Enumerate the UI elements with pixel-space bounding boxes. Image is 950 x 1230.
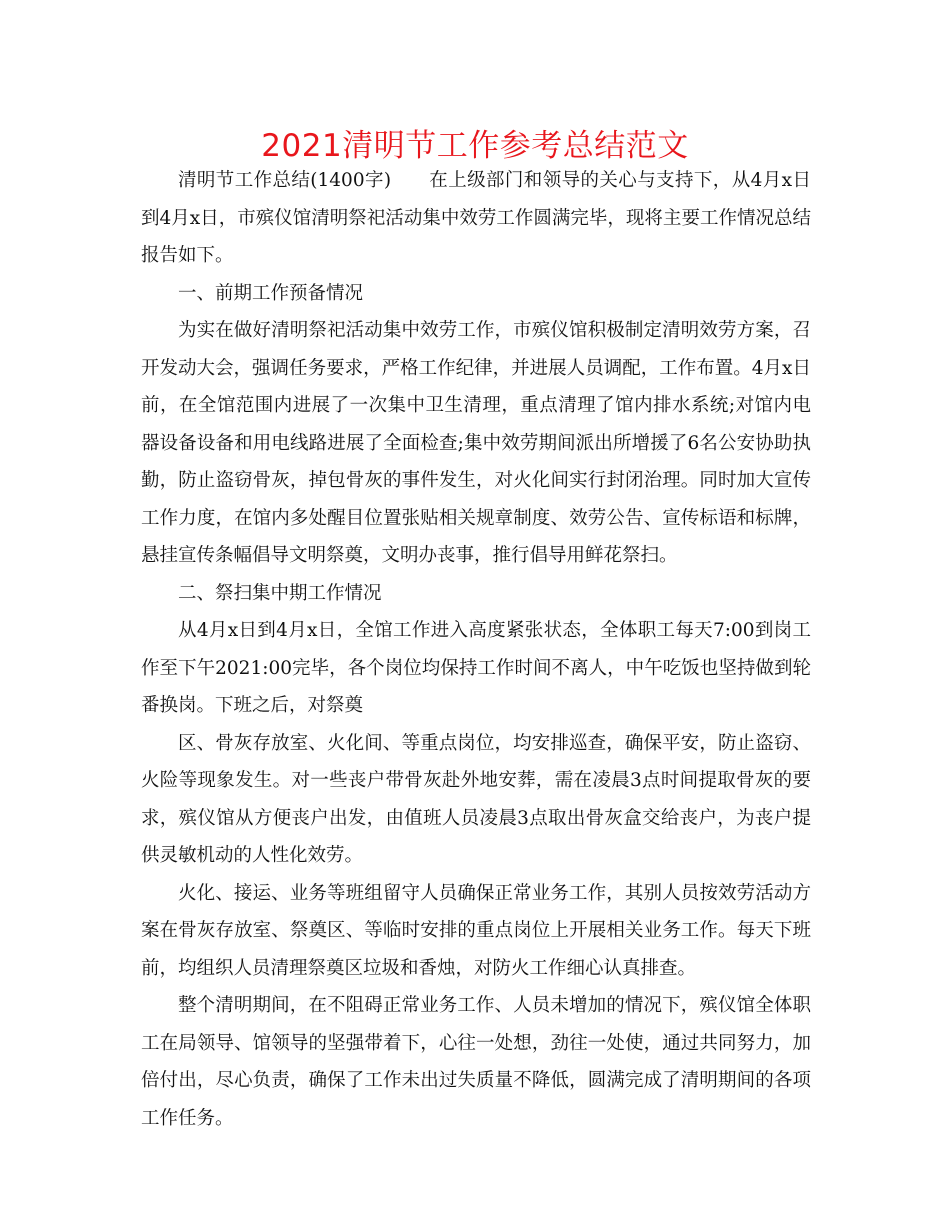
paragraph-peak-period: 从4月x日到4月x日，全馆工作进入高度紧张状态，全体职工每天7:00到岗工作至下午2021:00完毕，各个岗位均保持工作时间不离人，中午吃饭也坚持做到轮番换岗。下班之后，对祭奠 — [141, 620, 811, 716]
paragraph-preparation: 为实在做好清明祭祀活动集中效劳工作，市殡仪馆积极制定清明效劳方案，召开发动大会，强调任务要求，严格工作纪律，并进展人员调配，工作布置。4月x日前，在全馆范围内进展了一次集中卫生清理，重点清理了馆内排水系统;对馆内电器设备设备和用电线路进展了全面检查;集中效劳期间派出所增援了6名公安协助执勤，防止盗窃骨灰，掉包骨灰的事件发生，对火化间实行封闭治理。同时加大宣传工作力度，在馆内多处醒目位置张贴相关规章制度、效劳公告、宣传标语和标牌，悬挂宣传条幅倡导文明祭奠，文明办丧事，推行倡导用鲜花祭扫。 — [141, 320, 811, 566]
section-heading-1: 一、前期工作预备情况 — [178, 282, 364, 304]
paragraph-patrol: 区、骨灰存放室、火化间、等重点岗位，均安排巡查，确保平安，防止盗窃、火险等现象发生。对一些丧户带骨灰赴外地安葬，需在凌晨3点时间提取骨灰的要求，殡仪馆从方便丧户出发，由值班人员凌晨3点取出骨灰盒交给丧户，为丧户提供灵敏机动的人性化效劳。 — [141, 732, 811, 866]
paragraph-intro: 清明节工作总结(1400字) 在上级部门和领导的关心与支持下，从4月x日到4月x日，市殡仪馆清明祭祀活动集中效劳工作圆满完毕，现将主要工作情况总结报告如下。 — [141, 170, 811, 266]
document-body — [141, 162, 811, 1137]
document-title: 2021清明节工作参考总结范文 — [261, 128, 689, 164]
paragraph-staff: 火化、接运、业务等班组留守人员确保正常业务工作，其别人员按效劳活动方案在骨灰存放室、祭奠区、等临时安排的重点岗位上开展相关业务工作。每天下班前，均组织人员清理祭奠区垃圾和香烛，对防火工作细心认真排查。 — [141, 882, 811, 979]
paragraph-conclusion: 整个清明期间，在不阻碍正常业务工作、人员未增加的情况下，殡仪馆全体职工在局领导、馆领导的坚强带着下，心往一处想，劲往一处使，通过共同努力，加倍付出，尽心负责，确保了工作未出过失质量不降低，圆满完成了清明期间的各项工作任务。 — [141, 995, 811, 1129]
section-heading-2: 二、祭扫集中期工作情况 — [178, 582, 382, 604]
